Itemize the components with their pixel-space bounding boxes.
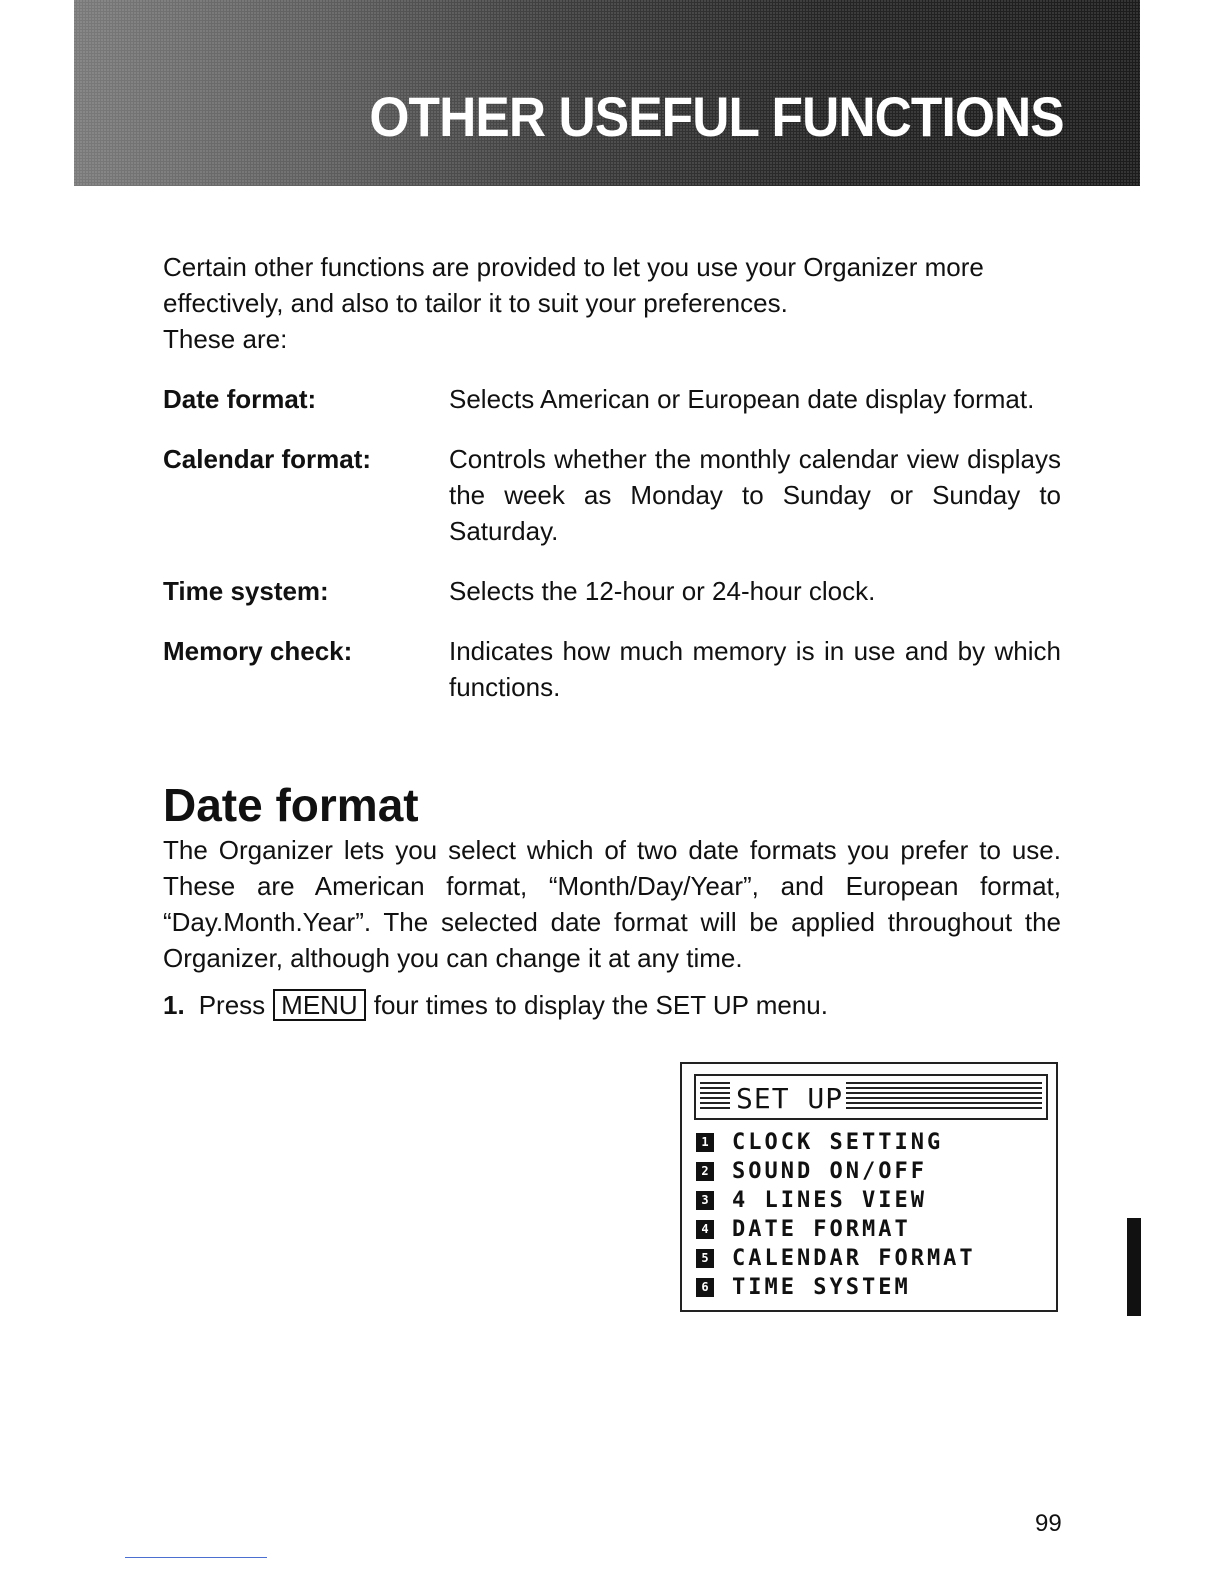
intro-paragraph: Certain other functions are provided to let you use your Organizer more effectively, and also to tailor it to suit your preferences. (163, 252, 984, 318)
definition-term: Time system: (163, 576, 329, 606)
definition-memory-check (163, 633, 1063, 705)
menu-item-label: 4 LINES VIEW (732, 1188, 927, 1213)
menu-item-time-system (696, 1273, 976, 1302)
step-text-before: Press (198, 990, 266, 1020)
menu-item-label: SOUND ON/OFF (732, 1159, 927, 1184)
definition-description: Indicates how much memory is in use and by which functions. (449, 636, 1061, 702)
banner-title: OTHER USEFUL FUNCTIONS (369, 85, 1064, 148)
definition-description: Selects the 12-hour or 24-hour clock. (449, 576, 876, 606)
step-1 (163, 987, 828, 1023)
definition-description: Controls whether the monthly calendar view displays the week as Monday to Sunday or Sunday to Saturday. (449, 444, 1061, 546)
intro-lead-in: These are: (163, 324, 288, 354)
step-number: 1. (163, 990, 185, 1020)
menu-item-label: DATE FORMAT (732, 1217, 911, 1242)
lcd-header (694, 1074, 1048, 1120)
header-stripes (700, 1082, 730, 1112)
definition-description: Selects American or European date display format. (449, 384, 1035, 414)
menu-item-label: CALENDAR FORMAT (732, 1246, 976, 1271)
number-badge: 6 (696, 1278, 714, 1297)
number-badge: 5 (696, 1249, 714, 1268)
number-badge: 1 (696, 1133, 714, 1152)
lcd-menu (696, 1128, 976, 1302)
menu-item-sound (696, 1157, 976, 1186)
section-paragraph: The Organizer lets you select which of two date formats you prefer to use. These are American format, “Month/Day/Year”, and European format, “Day.Month.Year”. The selected date format will be applied throughout the Organizer, although you can change it at any time. (163, 835, 1061, 973)
menu-item-label: CLOCK SETTING (732, 1130, 944, 1155)
definition-term: Date format: (163, 384, 317, 414)
menu-item-clock-setting (696, 1128, 976, 1157)
number-badge: 4 (696, 1220, 714, 1239)
menu-key: MENU (273, 989, 366, 1021)
page-number: 99 (1035, 1510, 1062, 1537)
section-heading: Date format (163, 779, 419, 831)
lcd-title: SET UP (736, 1082, 844, 1115)
menu-item-date-format (696, 1215, 976, 1244)
lcd-screen (680, 1062, 1058, 1312)
definition-calendar-format (163, 441, 1063, 549)
menu-item-label: TIME SYSTEM (732, 1275, 911, 1300)
step-text-after: four times to display the SET UP menu. (373, 990, 828, 1020)
thumb-index-tab (1127, 1218, 1141, 1316)
intro-text (163, 249, 1063, 357)
header-stripes (846, 1082, 1042, 1112)
definition-time-system (163, 573, 1063, 609)
definition-term: Calendar format: (163, 444, 372, 474)
section-banner (74, 0, 1140, 186)
menu-item-calendar-format (696, 1244, 976, 1273)
definition-list (163, 381, 1063, 705)
definition-term: Memory check: (163, 636, 353, 666)
definition-date-format (163, 381, 1063, 417)
number-badge: 3 (696, 1191, 714, 1210)
footer-rule (125, 1557, 267, 1558)
number-badge: 2 (696, 1162, 714, 1181)
menu-item-lines-view (696, 1186, 976, 1215)
